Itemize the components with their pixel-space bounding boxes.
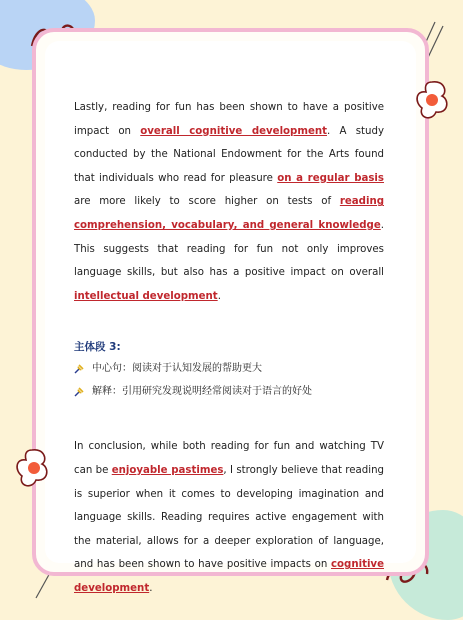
text-run: . This suggests that reading for fun not only improves language skills, but also has a positive impact on overall [74, 219, 384, 279]
highlighted-phrase: reading comprehension, vocabulary, and general knowledge [74, 196, 384, 231]
section-heading: 主体段 3: [74, 341, 121, 354]
bullet-text: 解释：引用研究发现说明经常阅读对于语言的好处 [92, 386, 312, 398]
bullet-text: 中心句：阅读对于认知发展的帮助更大 [92, 363, 262, 375]
paragraph-body [74, 96, 384, 308]
text-run: . [149, 582, 153, 594]
text-run: . A study conducted by the National Endowment for the Arts found that individuals who read for pleasure [74, 125, 384, 184]
highlighted-phrase: intellectual development [74, 290, 218, 302]
pin-icon [74, 364, 84, 374]
list-item [74, 359, 384, 379]
highlighted-phrase: enjoyable pastimes [111, 464, 224, 476]
paragraph-conclusion [74, 435, 384, 600]
essay-content [74, 96, 384, 601]
highlighted-phrase: cognitive development [74, 559, 384, 594]
flower-decoration [414, 78, 450, 122]
flower-decoration [14, 446, 50, 490]
text-run: Lastly, reading for fun has been shown to have a positive impact on [74, 102, 384, 137]
text-run: . [217, 290, 221, 302]
list-item [74, 382, 384, 402]
text-run: are more likely to score higher on tests of [74, 196, 340, 208]
text-run: In conclusion, while both reading for fun and watching TV can be [74, 441, 384, 476]
highlighted-phrase: overall cognitive development [140, 125, 327, 137]
text-run: , I strongly believe that reading is superior when it comes to developing imagination and language skills. Reading requires active engagement with the material, allows for a deeper exploration of language, and has been shown to have positive impacts on [74, 464, 384, 571]
highlighted-phrase: on a regular basis [277, 172, 384, 184]
pin-icon [74, 387, 84, 397]
